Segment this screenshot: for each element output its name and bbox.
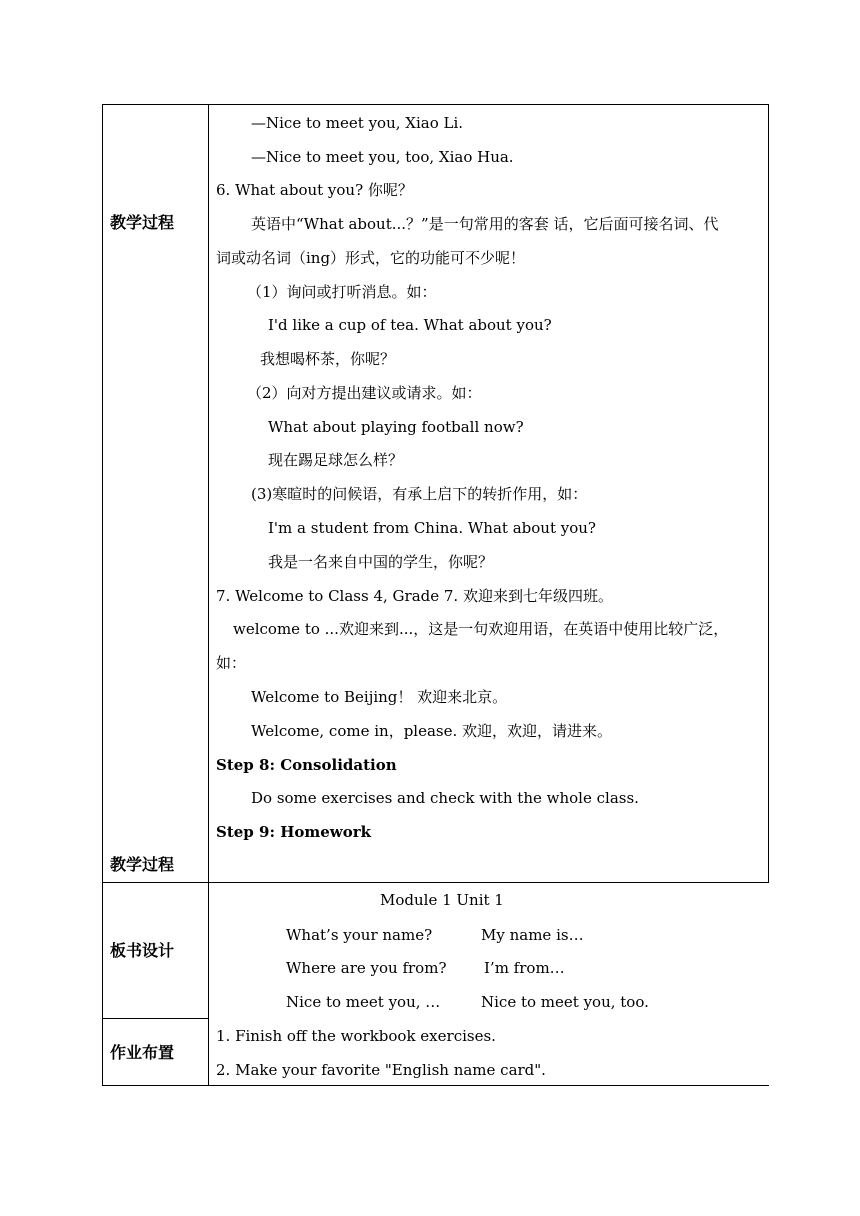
paragraph-line: welcome to ...欢迎来到...，这是一句欢迎用语，在英语中使用比较广泛，: [233, 620, 729, 638]
homework-item: 2. Make your favorite "English name card".: [216, 1061, 546, 1079]
label-homework: 作业布置: [110, 1043, 175, 1062]
board-question: What’s your name?: [286, 926, 433, 944]
step-description: Do some exercises and check with the whole class.: [251, 789, 639, 807]
table-border-left: [102, 104, 103, 1086]
homework-item: 1. Finish off the workbook exercises.: [216, 1027, 496, 1045]
example-translation: 我想喝杯茶，你呢？: [260, 350, 396, 368]
example-sentence: I'd like a cup of tea. What about you?: [268, 316, 552, 334]
paragraph-line: 英语中“What about...？”是一句常用的客套 话，它后面可接名词、代: [251, 215, 719, 233]
table-divider-homework: [102, 1018, 208, 1019]
table-divider-board: [102, 882, 769, 883]
paragraph-line: 词或动名词（ing）形式，它的功能可不少呢！: [216, 249, 526, 267]
example-sentence: I'm a student from China. What about you?: [268, 519, 596, 537]
label-teaching-process-bottom: 教学过程: [110, 855, 175, 874]
label-board-design: 板书设计: [110, 941, 175, 960]
board-answer: Nice to meet you, too.: [481, 993, 649, 1011]
table-border-right-upper: [768, 104, 769, 883]
example-sentence: What about playing football now?: [268, 418, 524, 436]
step-heading: Step 8: Consolidation: [216, 756, 397, 774]
board-answer: I’m from…: [484, 959, 565, 977]
table-border-bottom: [102, 1085, 769, 1086]
table-border-top: [102, 104, 769, 105]
dialog-line: —Nice to meet you, Xiao Li.: [251, 114, 464, 132]
dialog-line: —Nice to meet you, too, Xiao Hua.: [251, 148, 514, 166]
section-heading: 6. What about you? 你呢？: [216, 181, 413, 199]
board-title: Module 1 Unit 1: [380, 891, 504, 909]
paragraph-line: 如：: [216, 654, 247, 672]
example-sentence: Welcome, come in，please. 欢迎，欢迎，请进来。: [251, 722, 613, 740]
example-sentence: Welcome to Beijing！ 欢迎来北京。: [251, 688, 508, 706]
label-teaching-process-top: 教学过程: [110, 213, 175, 232]
example-translation: 我是一名来自中国的学生，你呢？: [268, 553, 494, 571]
board-answer: My name is…: [481, 926, 584, 944]
section-heading: 7. Welcome to Class 4, Grade 7. 欢迎来到七年级四班。: [216, 587, 613, 605]
board-question: Where are you from?: [286, 959, 447, 977]
step-heading: Step 9: Homework: [216, 823, 372, 841]
board-question: Nice to meet you, …: [286, 993, 441, 1011]
example-translation: 现在踢足球怎么样？: [268, 451, 404, 469]
table-column-divider: [208, 104, 209, 1086]
list-item: （2）向对方提出建议或请求。如：: [247, 384, 482, 402]
list-item: (3)寒暄时的问候语，有承上启下的转折作用，如：: [251, 485, 588, 503]
list-item: （1）询问或打听消息。如：: [247, 283, 437, 301]
